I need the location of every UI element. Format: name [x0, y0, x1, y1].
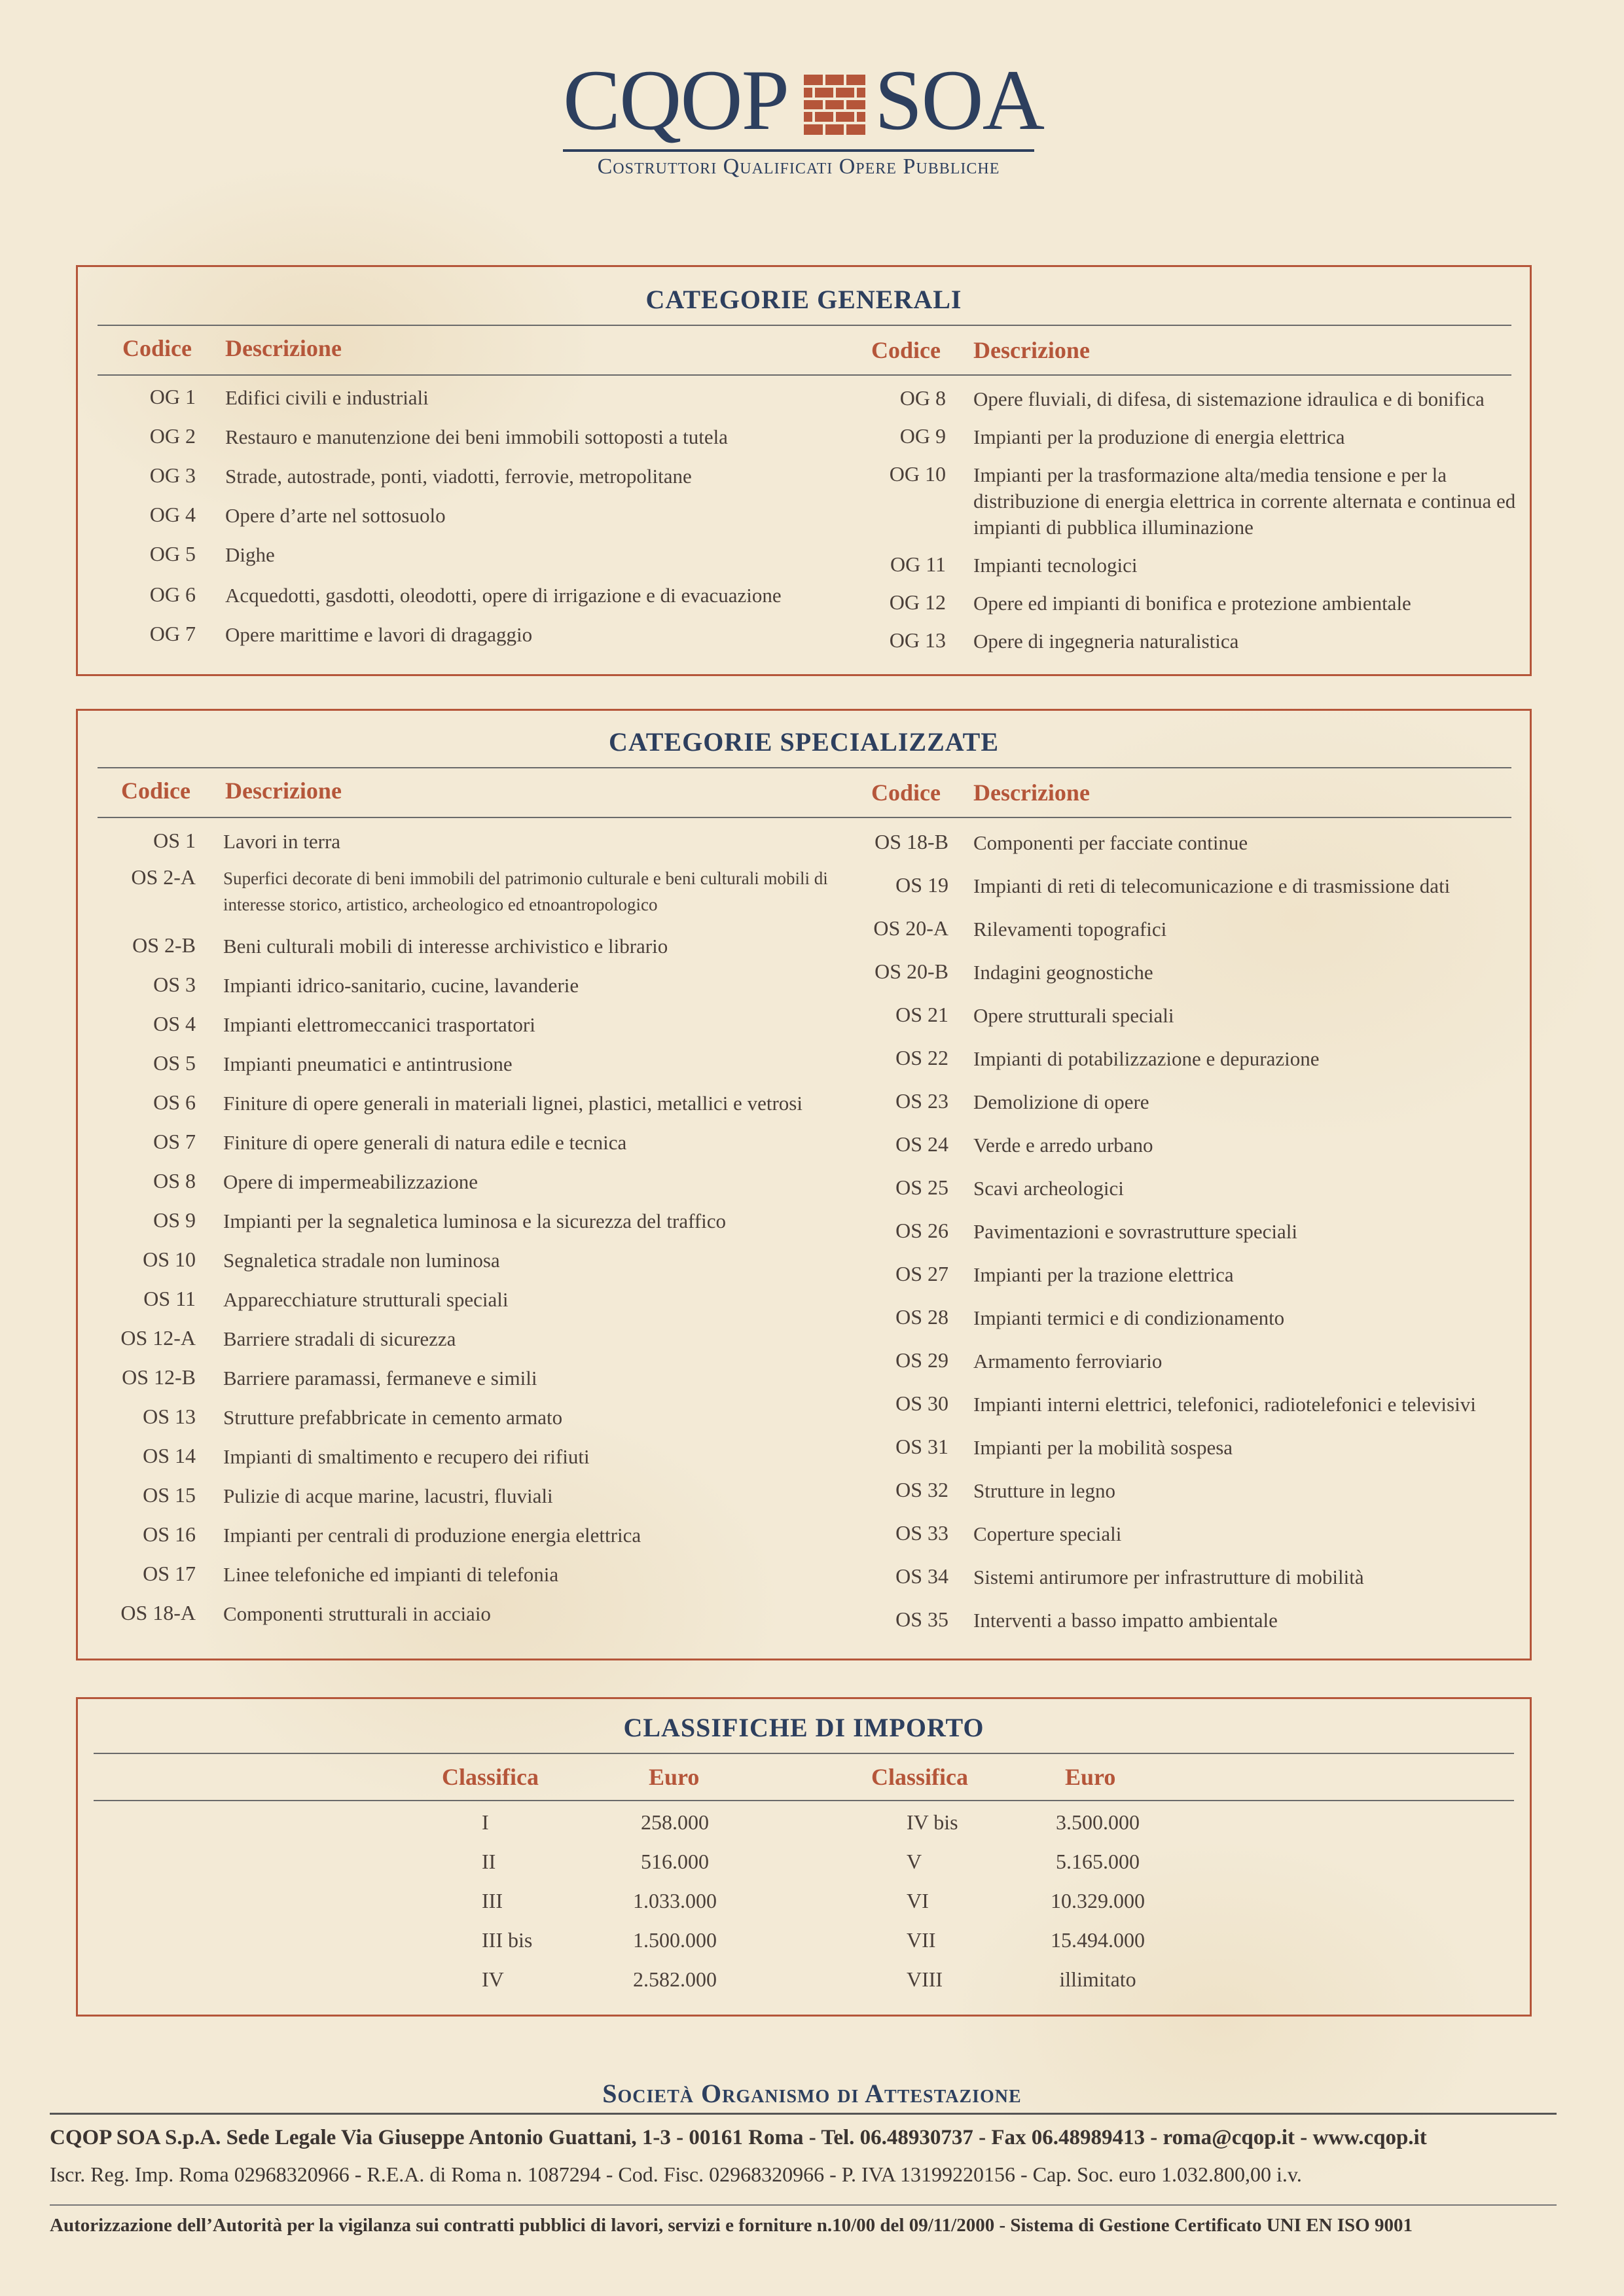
classifica-value: V	[907, 1850, 922, 1873]
category-code: OS 16	[143, 1522, 196, 1546]
category-description: Opere marittime e lavori di dragaggio	[225, 623, 533, 646]
category-description: Lavori in terra	[223, 830, 341, 853]
section-title: CATEGORIE GENERALI	[645, 285, 962, 314]
classifica-value: VIII	[907, 1967, 943, 1991]
divider	[98, 767, 1511, 768]
category-code: OS 6	[153, 1090, 196, 1114]
logo-divider	[563, 149, 1034, 152]
category-description: Apparecchiature strutturali speciali	[223, 1288, 509, 1311]
category-code: OS 30	[895, 1391, 948, 1415]
category-code: OS 19	[895, 873, 948, 897]
category-code: OG 12	[889, 590, 946, 614]
header-euro-left: Euro	[649, 1764, 700, 1790]
category-code: OS 8	[153, 1169, 196, 1193]
category-code: OS 10	[143, 1247, 196, 1271]
category-code: OS 7	[153, 1130, 196, 1153]
category-code: OS 18-A	[120, 1601, 196, 1624]
category-description: Impianti tecnologici	[973, 554, 1138, 577]
category-code: OS 27	[895, 1262, 948, 1285]
euro-value: 15.494.000	[1051, 1928, 1145, 1952]
category-description: Barriere stradali di sicurezza	[223, 1327, 456, 1350]
classifica-value: VI	[907, 1889, 929, 1912]
footer-authorization: Autorizzazione dell’Autorità per la vigilanza sui contratti pubblici di lavori, servizi e forniture n.10/00 del 09/11/2000 - Sistema di Gestione Certificato UNI EN ISO 9001	[50, 2215, 1413, 2236]
header-euro-right: Euro	[1065, 1764, 1116, 1790]
category-code: OS 22	[895, 1046, 948, 1069]
footer-address: CQOP SOA S.p.A. Sede Legale Via Giuseppe Antonio Guattani, 1-3 - 00161 Roma - Tel. 06.48930737 - Fax 06.48989413 - roma@cqop.it - www.cqop.it	[50, 2126, 1427, 2149]
category-code: OS 21	[895, 1003, 948, 1026]
category-description: Finiture di opere generali in materiali lignei, plastici, metallici e vetrosi	[223, 1092, 803, 1115]
euro-value: 1.500.000	[633, 1928, 717, 1952]
header-descrizione-left: Descrizione	[225, 778, 342, 804]
category-description: Finiture di opere generali di natura edile e tecnica	[223, 1131, 627, 1154]
category-description: Opere di impermeabilizzazione	[223, 1170, 478, 1193]
euro-value: 2.582.000	[633, 1967, 717, 1991]
category-description: Impianti per centrali di produzione energia elettrica	[223, 1524, 641, 1547]
category-description: Impianti per la mobilità sospesa	[973, 1436, 1233, 1459]
category-description: Restauro e manutenzione dei beni immobili sottoposti a tutela	[225, 425, 728, 448]
category-code: OS 35	[895, 1607, 948, 1631]
category-code: OG 8	[899, 386, 946, 410]
category-description: Opere strutturali speciali	[973, 1004, 1174, 1027]
logo-word-left: CQOP	[563, 52, 789, 148]
category-code: OS 20-A	[873, 916, 948, 940]
header-descrizione-right: Descrizione	[973, 337, 1090, 363]
category-description: Linee telefoniche ed impianti di telefonia	[223, 1563, 559, 1586]
category-code: OS 25	[895, 1175, 948, 1199]
category-code: OG 10	[889, 462, 946, 486]
category-description: Demolizione di opere	[973, 1090, 1149, 1113]
category-code: OS 14	[143, 1444, 196, 1467]
euro-value: 1.033.000	[633, 1889, 717, 1912]
category-code: OS 17	[143, 1562, 196, 1585]
category-description: Interventi a basso impatto ambientale	[973, 1609, 1278, 1632]
category-description: Pulizie di acque marine, lacustri, fluviali	[223, 1484, 553, 1507]
category-code: OS 24	[895, 1132, 948, 1156]
category-description: Impianti di reti di telecomunicazione e di trasmissione dati	[973, 874, 1451, 897]
category-code: OG 11	[890, 552, 946, 576]
categorie-generali-section	[76, 265, 1532, 676]
category-description: Impianti di smaltimento e recupero dei rifiuti	[223, 1445, 590, 1468]
category-code: OS 13	[143, 1405, 196, 1428]
category-code: OS 31	[895, 1435, 948, 1458]
category-description: Dighe	[225, 543, 275, 566]
header-descrizione-right: Descrizione	[973, 780, 1090, 806]
category-description: Impianti interni elettrici, telefonici, radiotelefonici e televisivi	[973, 1393, 1476, 1416]
classifica-value: III bis	[482, 1928, 533, 1952]
divider	[98, 817, 1511, 818]
category-code: OS 3	[153, 973, 196, 996]
category-code: OS 1	[153, 829, 196, 852]
category-code: OS 33	[895, 1521, 948, 1545]
category-code: OG 1	[149, 385, 196, 408]
category-code: OG 7	[149, 622, 196, 645]
category-description: Componenti per facciate continue	[973, 831, 1248, 854]
euro-value: 258.000	[641, 1810, 709, 1834]
category-code: OG 5	[149, 542, 196, 565]
category-description: Impianti di potabilizzazione e depurazione	[973, 1047, 1320, 1070]
logo-word-right: SOA	[875, 52, 1044, 148]
footer-registration: Iscr. Reg. Imp. Roma 02968320966 - R.E.A. di Roma n. 1087294 - Cod. Fisc. 02968320966 - P. IVA 13199220156 - Cap. Soc. euro 1.032.800,00 i.v.	[50, 2162, 1302, 2186]
category-description: Pavimentazioni e sovrastrutture speciali	[973, 1220, 1297, 1243]
category-code: OS 32	[895, 1478, 948, 1501]
header-codice-right: Codice	[871, 337, 941, 363]
category-code: OS 2-A	[131, 865, 196, 889]
divider	[98, 325, 1511, 326]
category-description: Impianti per la produzione di energia elettrica	[973, 425, 1345, 448]
euro-value: 5.165.000	[1056, 1850, 1140, 1873]
classifica-value: VII	[907, 1928, 936, 1952]
category-code: OS 29	[895, 1348, 948, 1372]
category-code: OS 5	[153, 1051, 196, 1075]
category-description: Impianti elettromeccanici trasportatori	[223, 1013, 535, 1036]
category-description: Sistemi antirumore per infrastrutture di mobilità	[973, 1566, 1364, 1588]
footer-divider	[50, 2204, 1557, 2206]
euro-value: illimitato	[1059, 1967, 1136, 1991]
logo-subtitle: Costruttori Qualificati Opere Pubbliche	[597, 154, 1000, 179]
header-classifica-right: Classifica	[871, 1764, 968, 1790]
category-code: OG 9	[899, 424, 946, 448]
header-codice-left: Codice	[122, 335, 192, 361]
categorie-specializzate-section	[76, 709, 1532, 1660]
category-code: OG 6	[149, 583, 196, 606]
category-description: Edifici civili e industriali	[225, 386, 429, 409]
section-title: CATEGORIE SPECIALIZZATE	[608, 727, 1000, 757]
category-code: OG 3	[149, 463, 196, 487]
footer-title: Società Organismo di Attestazione	[602, 2079, 1022, 2108]
euro-value: 516.000	[641, 1850, 709, 1873]
euro-value: 10.329.000	[1051, 1889, 1145, 1912]
category-description: Rilevamenti topografici	[973, 918, 1167, 941]
category-code: OS 9	[153, 1208, 196, 1232]
category-code: OG 4	[149, 503, 196, 526]
category-description: Impianti idrico-sanitario, cucine, lavanderie	[223, 974, 579, 997]
category-description: Strutture in legno	[973, 1479, 1115, 1502]
category-description: Strutture prefabbricate in cemento armato	[223, 1406, 563, 1429]
category-code: OS 4	[153, 1012, 196, 1035]
category-description: Opere ed impianti di bonifica e protezione ambientale	[973, 592, 1411, 615]
category-description: Barriere paramassi, fermaneve e simili	[223, 1367, 537, 1390]
category-description: Coperture speciali	[973, 1522, 1122, 1545]
classifiche-section	[76, 1697, 1532, 2017]
classifica-value: II	[482, 1850, 496, 1873]
category-code: OS 11	[143, 1287, 196, 1310]
classifica-value: IV	[482, 1967, 504, 1991]
category-code: OS 12-B	[122, 1365, 196, 1389]
euro-value: 3.500.000	[1056, 1810, 1140, 1834]
category-description: Impianti termici e di condizionamento	[973, 1306, 1285, 1329]
category-code: OS 28	[895, 1305, 948, 1329]
category-code: OS 23	[895, 1089, 948, 1113]
category-description: Opere d’arte nel sottosuolo	[225, 504, 446, 527]
category-code: OS 2-B	[132, 933, 196, 957]
header-classifica-left: Classifica	[442, 1764, 539, 1790]
header-codice-left: Codice	[121, 778, 190, 804]
category-description: Superfici decorate di beni immobili del patrimonio culturale e beni culturali mobili di interesse storico, artistico, archeologico ed etnoantropologico	[223, 869, 828, 914]
divider	[94, 1753, 1514, 1754]
footer-divider	[50, 2113, 1557, 2115]
category-description: Strade, autostrade, ponti, viadotti, ferrovie, metropolitane	[225, 465, 692, 488]
category-description: Impianti pneumatici e antintrusione	[223, 1052, 513, 1075]
category-code: OS 34	[895, 1564, 948, 1588]
category-description: Armamento ferroviario	[973, 1350, 1163, 1372]
company-logo	[563, 51, 1044, 179]
classifica-value: IV bis	[907, 1810, 958, 1834]
divider	[94, 1800, 1514, 1801]
category-description: Acquedotti, gasdotti, oleodotti, opere di irrigazione e di evacuazione	[225, 584, 782, 607]
category-code: OS 12-A	[120, 1326, 196, 1350]
category-description: Indagini geognostiche	[973, 961, 1153, 984]
category-code: OG 2	[149, 424, 196, 448]
section-title: CLASSIFICHE DI IMPORTO	[623, 1713, 984, 1742]
category-code: OS 18-B	[875, 830, 948, 853]
brick-icon	[804, 75, 865, 135]
category-code: OS 20-B	[875, 960, 948, 983]
category-description: Impianti per la segnaletica luminosa e la sicurezza del traffico	[223, 1210, 727, 1232]
category-description: Componenti strutturali in acciaio	[223, 1602, 491, 1625]
category-code: OS 26	[895, 1219, 948, 1242]
classifica-value: III	[482, 1889, 503, 1912]
category-description: Scavi archeologici	[973, 1177, 1124, 1200]
header-descrizione-left: Descrizione	[225, 335, 342, 361]
category-code: OS 15	[143, 1483, 196, 1507]
category-code: OG 13	[889, 628, 946, 652]
classifica-value: I	[482, 1810, 489, 1834]
divider	[98, 374, 1511, 376]
category-description: Impianti per la trazione elettrica	[973, 1263, 1234, 1286]
category-description: Opere fluviali, di difesa, di sistemazione idraulica e di bonifica	[973, 387, 1485, 410]
category-description: Opere di ingegneria naturalistica	[973, 630, 1239, 653]
category-description: Beni culturali mobili di interesse archivistico e librario	[223, 935, 668, 958]
header-codice-right: Codice	[871, 780, 941, 806]
category-description: Impianti per la trasformazione alta/media tensione e per la distribuzione di energia elettrica in corrente alternata e continua ed impianti di pubblica illuminazione	[973, 463, 1516, 539]
category-description: Verde e arredo urbano	[973, 1134, 1153, 1157]
category-description: Segnaletica stradale non luminosa	[223, 1249, 500, 1272]
